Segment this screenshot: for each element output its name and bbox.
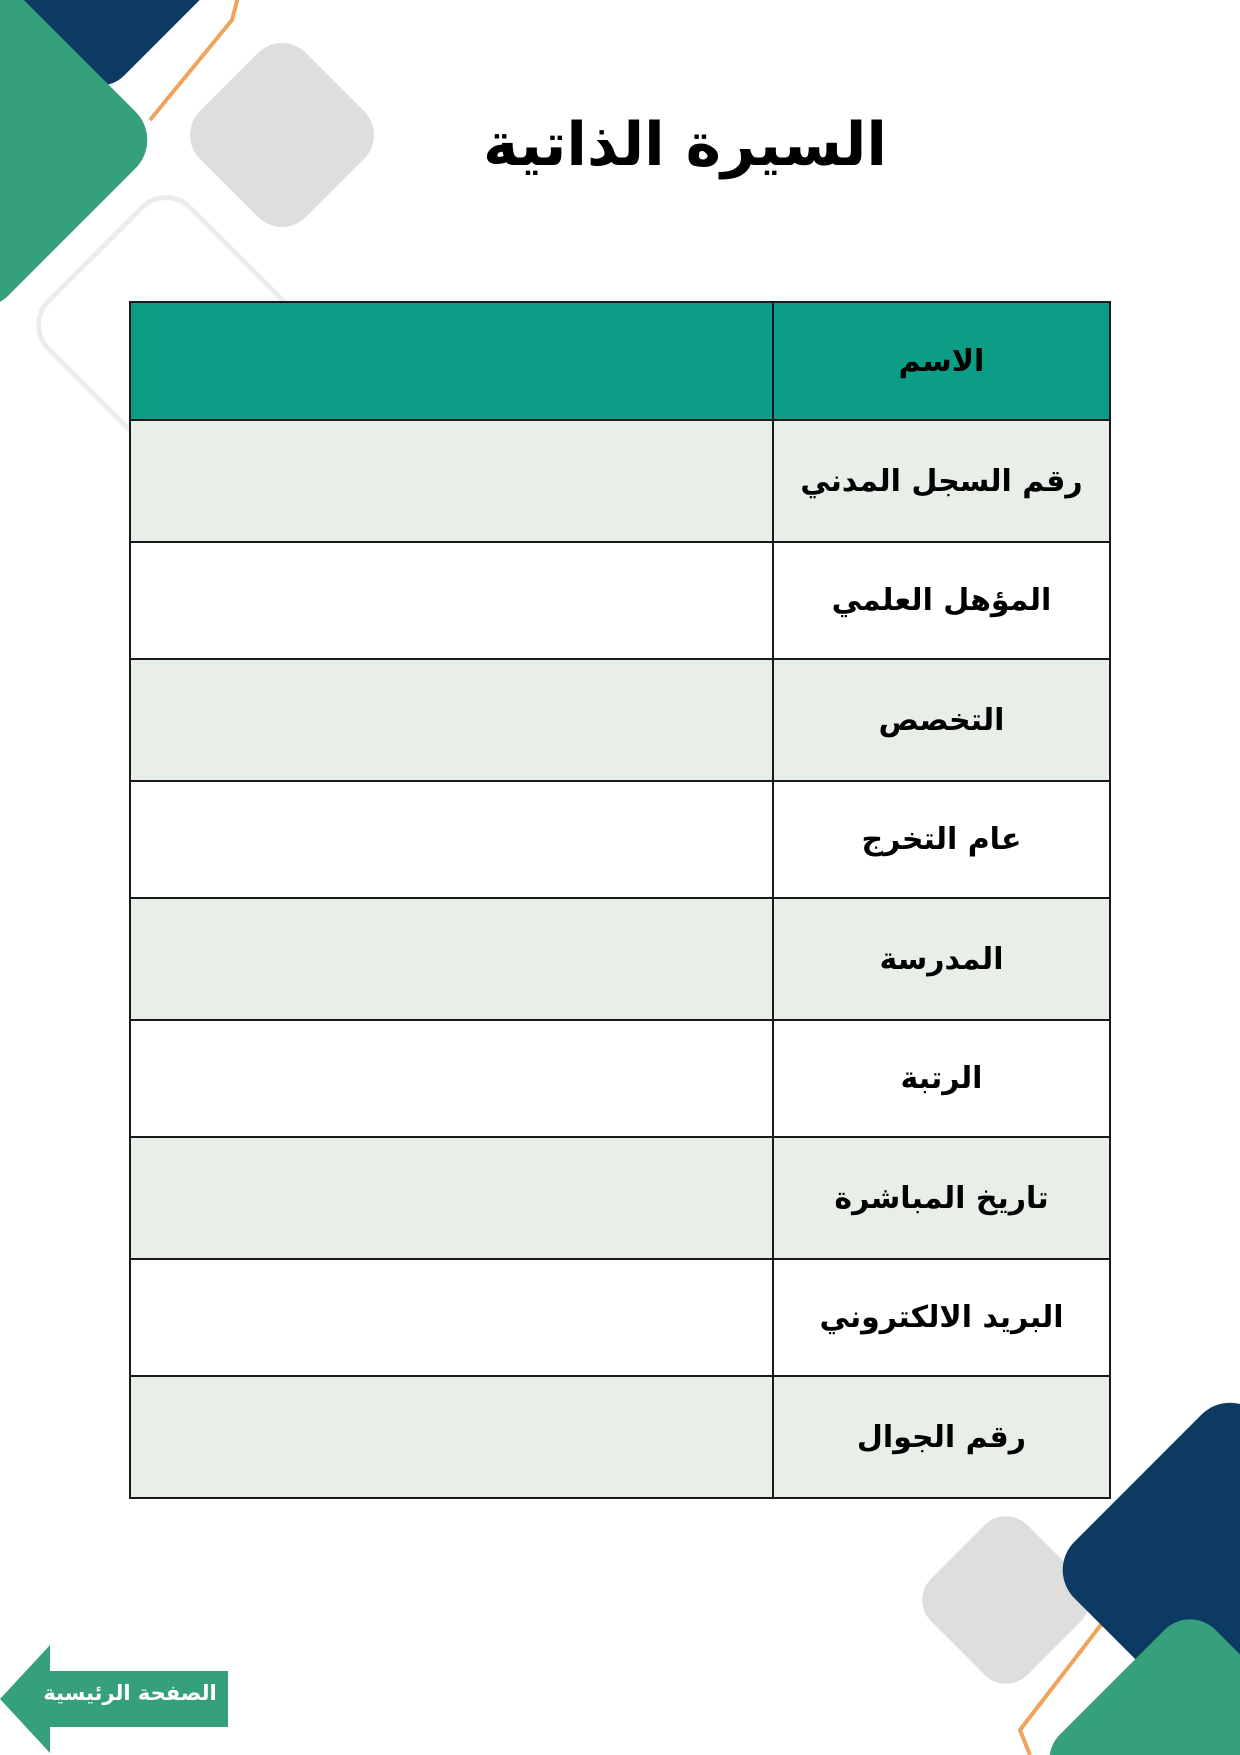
table-row xyxy=(130,1376,1110,1498)
cv-table xyxy=(129,301,1111,1499)
row-value-field[interactable] xyxy=(130,1376,773,1498)
row-value-field[interactable] xyxy=(130,659,773,781)
table-row xyxy=(130,659,1110,781)
row-value-field[interactable] xyxy=(130,1259,773,1376)
row-label: رقم الجوال xyxy=(773,1376,1110,1498)
row-value-field[interactable] xyxy=(130,542,773,659)
table-row xyxy=(130,302,1110,420)
row-value-field[interactable] xyxy=(130,420,773,542)
table-row xyxy=(130,1137,1110,1259)
table-row xyxy=(130,1259,1110,1376)
row-label: البريد الالكتروني xyxy=(773,1259,1110,1376)
row-label: تاريخ المباشرة xyxy=(773,1137,1110,1259)
row-label: عام التخرج xyxy=(773,781,1110,898)
row-value-field[interactable] xyxy=(130,302,773,420)
table-row xyxy=(130,898,1110,1020)
row-value-field[interactable] xyxy=(130,1137,773,1259)
table-row xyxy=(130,1020,1110,1137)
row-label: المؤهل العلمي xyxy=(773,542,1110,659)
row-label: الاسم xyxy=(773,302,1110,420)
table-row xyxy=(130,542,1110,659)
row-value-field[interactable] xyxy=(130,781,773,898)
row-value-field[interactable] xyxy=(130,1020,773,1137)
row-label: التخصص xyxy=(773,659,1110,781)
row-value-field[interactable] xyxy=(130,898,773,1020)
row-label: رقم السجل المدني xyxy=(773,420,1110,542)
table-row xyxy=(130,420,1110,542)
home-page-label: الصفحة الرئيسية xyxy=(43,1681,217,1705)
row-label: المدرسة xyxy=(773,898,1110,1020)
page-title: السيرة الذاتية xyxy=(482,110,887,180)
home-page-button[interactable] xyxy=(0,1643,230,1755)
table-row xyxy=(130,781,1110,898)
row-label: الرتبة xyxy=(773,1020,1110,1137)
